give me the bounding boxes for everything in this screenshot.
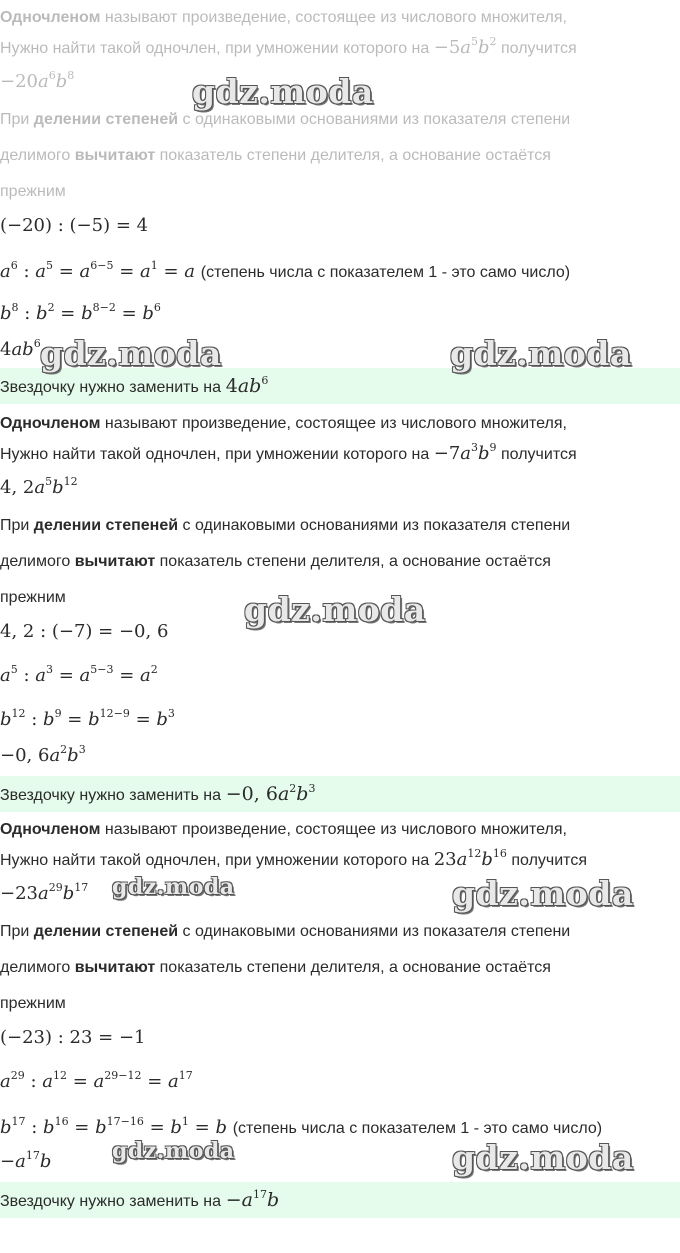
- answer-box: Звездочку нужно заменить на $-a^{17}b$: [0, 1182, 680, 1218]
- step-a: $a^6$ : $a^5 = a^{6-5} = a^1 = a$ (степень числа с показателем 1 - это само число): [0, 259, 571, 282]
- step-coefficient: 4, 2 : (−7) = −0, 6: [0, 621, 169, 642]
- rule-line-3: прежним: [0, 589, 66, 606]
- watermark: gdz.moda: [40, 334, 222, 373]
- rule-line-2: делимого вычитают показатель степени делителя, а основание остаётся: [0, 553, 551, 570]
- task-monomial: $-5a^5b^2$: [433, 35, 497, 58]
- step-a: $a^{29}$ : $a^{12} = a^{29-12} = a^{17}$: [0, 1069, 193, 1092]
- answer-box: Звездочку нужно заменить на −0, $6a^2b^3$: [0, 776, 680, 812]
- task-text: Нужно найти такой одночлен, при умножении которого на: [0, 40, 430, 57]
- rule-line-2: делимого вычитают показатель степени делителя, а основание остаётся: [0, 959, 551, 976]
- final-monomial: −0, $6a^2b^3$: [0, 743, 86, 766]
- watermark: gdz.moda: [112, 1138, 235, 1164]
- task-line: Нужно найти такой одночлен, при умножении которого на $23a^{12}b^{16}$ получится: [0, 847, 587, 870]
- rule-line-1: При делении степеней с одинаковыми основаниями из показателя степени: [0, 111, 571, 128]
- step-coefficient: (−23) : 23 = −1: [0, 1027, 146, 1048]
- task-suffix: получится: [501, 40, 577, 57]
- definition-line: Одночленом называют произведение, состоящее из числового множителя,: [0, 415, 567, 432]
- answer-box: Звездочку нужно заменить на $4ab^6$: [0, 368, 680, 404]
- watermark: gdz.moda: [452, 1138, 634, 1177]
- watermark: gdz.moda: [450, 334, 632, 373]
- result-monomial: $-23a^{29}b^{17}$: [0, 881, 89, 904]
- rule-line-3: прежним: [0, 995, 66, 1012]
- definition-line: [0, 8, 567, 28]
- final-monomial: $4ab^6$: [0, 337, 41, 360]
- result-monomial: 4, $2a^5b^{12}$: [0, 475, 78, 498]
- step-note: (степень числа с показателем 1 - это само число): [200, 264, 571, 281]
- step-a: $a^5$ : $a^3 = a^{5-3} = a^2$: [0, 663, 158, 686]
- step-b: $b^8$ : $b^2 = b^{8-2} = b^6$: [0, 301, 161, 324]
- definition-line: Одночленом называют произведение, состоящее из числового множителя,: [0, 821, 567, 838]
- watermark: gdz.moda: [112, 874, 235, 900]
- task-line: [0, 35, 577, 59]
- definition-term: Одночленом: [0, 9, 101, 26]
- result-monomial: $-20a^6b^8$: [0, 69, 75, 92]
- rule-line-1: При делении степеней с одинаковыми основаниями из показателя степени: [0, 517, 571, 534]
- watermark: gdz.moda: [192, 72, 374, 111]
- step-coefficient: (−20) : (−5) = 4: [0, 215, 149, 236]
- rule-line-2: делимого вычитают показатель степени делителя, а основание остаётся: [0, 147, 551, 164]
- rule-line-1: При делении степеней с одинаковыми основаниями из показателя степени: [0, 923, 571, 940]
- definition-text: называют произведение, состоящее из числового множителя,: [104, 9, 567, 26]
- step-b: $b^{17}$ : $b^{16} = b^{17-16} = b^1 = b$ (степень числа с показателем 1 - это само число): [0, 1115, 603, 1138]
- watermark: gdz.moda: [452, 874, 634, 913]
- watermark: gdz.moda: [244, 590, 426, 629]
- final-monomial: $-a^{17}b$: [0, 1149, 52, 1172]
- rule-line-3: прежним: [0, 183, 66, 200]
- task-line: Нужно найти такой одночлен, при умножении которого на $-7a^3b^9$ получится: [0, 441, 577, 464]
- step-b: $b^{12}$ : $b^9 = b^{12-9} = b^3$: [0, 707, 175, 730]
